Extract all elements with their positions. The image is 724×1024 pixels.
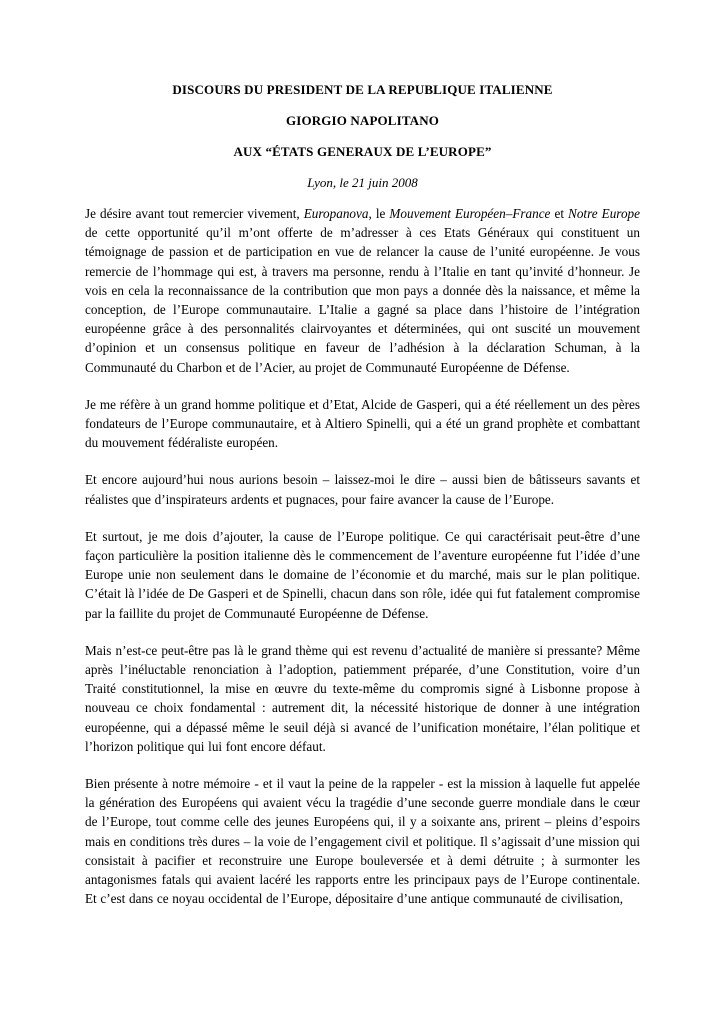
paragraph-1-seg-7: de cette opportunité qu’il m’ont offerte de m’adresser à ces Etats Généraux qui constituent un témoignage de passion et de participation en vue de relancer la cause de l’unité européenne. Je vous remercie de l’hommage qui est, à travers ma personne, rendu à l’Italie en tant qu’invité d’honneur. Je vois en cela la reconnaissance de la contribution que mon pays a donnée dès la naissance, et même la conception, de l’Europe communautaire. L’Italie a gagné sa place dans l’histoire de l’intégration européenne grâce à des personnalités clairvoyantes et déterminées, qui ont suscité un mouvement d’opinion et un consensus politique en faveur de l’adhésion à la déclaration Schuman, à la Communauté du Charbon et de l’Acier, au projet de Communauté Européenne de Défense. <box>85 225 640 375</box>
paragraph-1-seg-4-italic: Mouvement Européen–France <box>389 206 551 221</box>
paragraph-1-seg-6-italic: Notre Europe <box>568 206 640 221</box>
title-line-3: AUX “ÉTATS GENERAUX DE L’EUROPE” <box>233 144 492 159</box>
document-header <box>85 82 640 191</box>
title-line-2: GIORGIO NAPOLITANO <box>285 113 440 128</box>
paragraph-4: Et surtout, je me dois d’ajouter, la cause de l’Europe politique. Ce qui caractérisait peut-être d’une façon particulière la position italienne dès le commencement de l’aventure européenne fut l’idée d’une Europe unie non seulement dans le domaine de l’économie et du marché, mais sur le plan politique. C’était là l’idée de De Gasperi et de Spinelli, chacun dans son rôle, idée qui fut fatalement compromise par la faillite du projet de Communauté Européenne de Défense. <box>85 528 640 621</box>
paragraph-6: Bien présente à notre mémoire - et il vaut la peine de la rappeler - est la mission à laquelle fut appelée la génération des Européens qui avaient vécu la tragédie d’une seconde guerre mondiale dans le cœur de l’Europe, tout comme celle des jeunes Européens qui, il y a soixante ans, prirent – pleins d’espoirs mais en conditions très dures – la voie de l’engagement civil et politique. Il s’agissait d’une mission qui consistait à pacifier et reconstruire une Europe bouleversée et à demi détruite ; à surmonter les antagonismes fatals qui avaient lacéré les rapports entre les principaux pays de l’Europe continentale. Et c’est dans ce noyau occidental de l’Europe, dépositaire d’une antique communauté de civilisation, <box>85 776 640 907</box>
paragraph-1-seg-5: et <box>550 206 569 221</box>
document-body <box>85 204 640 909</box>
paragraph-1 <box>85 204 640 377</box>
paragraph-1-seg-1: Je désire avant tout remercier vivement, <box>85 206 304 221</box>
paragraph-5: Mais n’est-ce peut-être pas là le grand thème qui est revenu d’actualité de manière si pressante? Même après l’inéluctable renonciation à l’adoption, patiemment préparée, d’une Constitution, voire d’un Traité constitutionnel, la mise en œuvre du texte-même du compromis signé à Lisbonne propose à nouveau ce choix fondamental : autrement dit, la nécessité historique de donner à une intégration européenne, qui a dépassé même le seuil déjà si avancé de l’unification monétaire, l’élan politique et l’horizon politique qui lui font encore défaut. <box>85 642 640 754</box>
title-line-1: DISCOURS DU PRESIDENT DE LA REPUBLIQUE ITALIENNE <box>172 82 553 97</box>
dateline: Lyon, le 21 juin 2008 <box>307 175 418 190</box>
paragraph-1-seg-2-italic: Europanova <box>303 206 369 221</box>
paragraph-1-seg-3: , le <box>368 206 390 221</box>
paragraph-3: Et encore aujourd’hui nous aurions besoin – laissez-moi le dire – aussi bien de bâtisseurs savants et réalistes que d’inspirateurs ardents et pugnaces, pour faire avancer la cause de l’Europe. <box>85 472 640 507</box>
paragraph-2: Je me réfère à un grand homme politique et d’Etat, Alcide de Gasperi, qui a été réellement un des pères fondateurs de l’Europe communautaire, et à Altiero Spinelli, qui a été un grand prophète et combattant du mouvement fédéraliste européen. <box>85 396 640 451</box>
